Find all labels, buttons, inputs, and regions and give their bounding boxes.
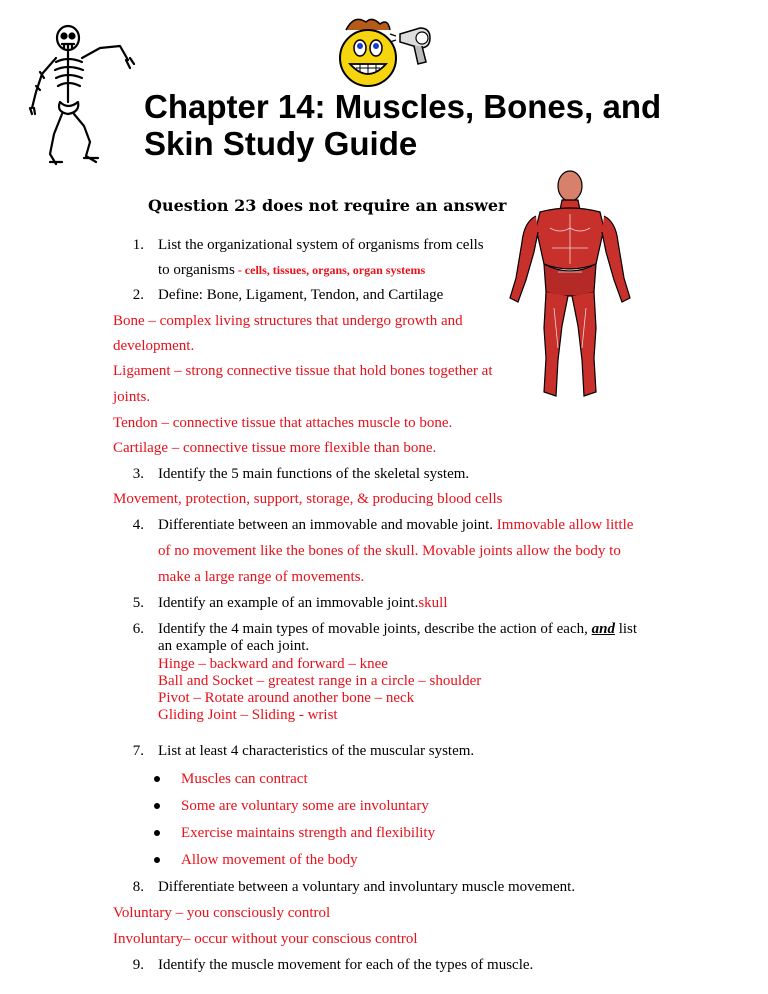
bullet-text: Muscles can contract xyxy=(181,771,308,787)
q8-answer-1: Voluntary – you consciously control xyxy=(113,905,331,921)
bullet-icon xyxy=(154,830,160,836)
q1-answer: - cells, tissues, organs, organ systems xyxy=(234,263,426,277)
q1-text: List the organizational system of organisms from cells xyxy=(158,237,484,253)
q4-text-line1 xyxy=(158,516,633,534)
q9-number: 9. xyxy=(132,957,144,973)
q3-number: 3. xyxy=(132,466,144,482)
q2-number: 2. xyxy=(132,287,144,303)
joint-hinge: Hinge – backward and forward – knee xyxy=(158,656,388,672)
q5-line xyxy=(158,594,448,612)
joint-pivot: Pivot – Rotate around another bone – neck xyxy=(158,690,415,706)
joint-ball-socket: Ball and Socket – greatest range in a circle – shoulder xyxy=(158,673,482,689)
bone-def-line2: development. xyxy=(113,338,195,354)
q4-text: Differentiate between an immovable and movable joint. xyxy=(158,517,494,533)
smiley-hairdryer-clipart xyxy=(336,14,446,90)
bullet-icon xyxy=(154,857,160,863)
q8-number: 8. xyxy=(132,879,144,895)
q1-number: 1. xyxy=(132,237,144,253)
joint-gliding: Gliding Joint – Sliding - wrist xyxy=(158,707,338,723)
bullet-text: Allow movement of the body xyxy=(181,852,358,868)
q2-text: Define: Bone, Ligament, Tendon, and Cartilage xyxy=(158,287,444,303)
q6-text-1: Identify the 4 main types of movable joints, describe the action of each, xyxy=(158,621,592,637)
list-item xyxy=(181,851,358,869)
q1-text-prefix: to organisms xyxy=(158,262,235,278)
q8-answer-2: Involuntary– occur without your conscious control xyxy=(113,931,418,947)
subtitle: Question 23 does not require an answer xyxy=(148,196,507,215)
q8-text: Differentiate between a voluntary and involuntary muscle movement. xyxy=(158,879,576,895)
q1-text-line2 xyxy=(158,261,425,279)
q5-answer: skull xyxy=(418,595,448,611)
q4-number: 4. xyxy=(132,517,144,533)
bone-def-line1: Bone – complex living structures that undergo growth and xyxy=(113,313,463,329)
q3-answer: Movement, protection, support, storage, & producing blood cells xyxy=(113,491,503,507)
muscle-anatomy-clipart xyxy=(500,168,640,408)
q6-text-line1 xyxy=(158,620,637,638)
q6-text-line2: an example of each joint. xyxy=(158,638,310,654)
page-title xyxy=(144,88,704,162)
bullet-icon xyxy=(154,803,160,809)
bullet-icon xyxy=(154,776,160,782)
q7-text: List at least 4 characteristics of the muscular system. xyxy=(158,743,475,759)
q6-text-1b: list xyxy=(614,621,638,637)
list-item xyxy=(181,824,435,842)
q6-and-emphasis: and xyxy=(591,621,615,637)
title-line-2: Skin Study Guide xyxy=(144,125,418,162)
bullet-text: Exercise maintains strength and flexibility xyxy=(181,825,436,841)
q6-number: 6. xyxy=(132,621,144,637)
q3-text: Identify the 5 main functions of the skeletal system. xyxy=(158,466,470,482)
title-line-1: Chapter 14: Muscles, Bones, and xyxy=(144,88,662,125)
ligament-def-line1: Ligament – strong connective tissue that hold bones together at xyxy=(113,363,493,379)
q7-number: 7. xyxy=(132,743,144,759)
q4-answer-2: of no movement like the bones of the skull. Movable joints allow the body to xyxy=(158,543,621,559)
list-item xyxy=(181,797,429,815)
skeleton-clipart xyxy=(28,22,138,172)
list-item xyxy=(181,770,308,788)
q9-text: Identify the muscle movement for each of the types of muscle. xyxy=(158,957,534,973)
q4-answer-3: make a large range of movements. xyxy=(158,569,365,585)
q4-answer-1: Immovable allow little xyxy=(493,517,634,533)
ligament-def-line2: joints. xyxy=(113,389,151,405)
q5-number: 5. xyxy=(132,595,144,611)
tendon-def: Tendon – connective tissue that attaches muscle to bone. xyxy=(113,415,453,431)
cartilage-def: Cartilage – connective tissue more flexible than bone. xyxy=(113,440,437,456)
bullet-text: Some are voluntary some are involuntary xyxy=(181,798,429,814)
q5-text: Identify an example of an immovable joint. xyxy=(158,595,419,611)
